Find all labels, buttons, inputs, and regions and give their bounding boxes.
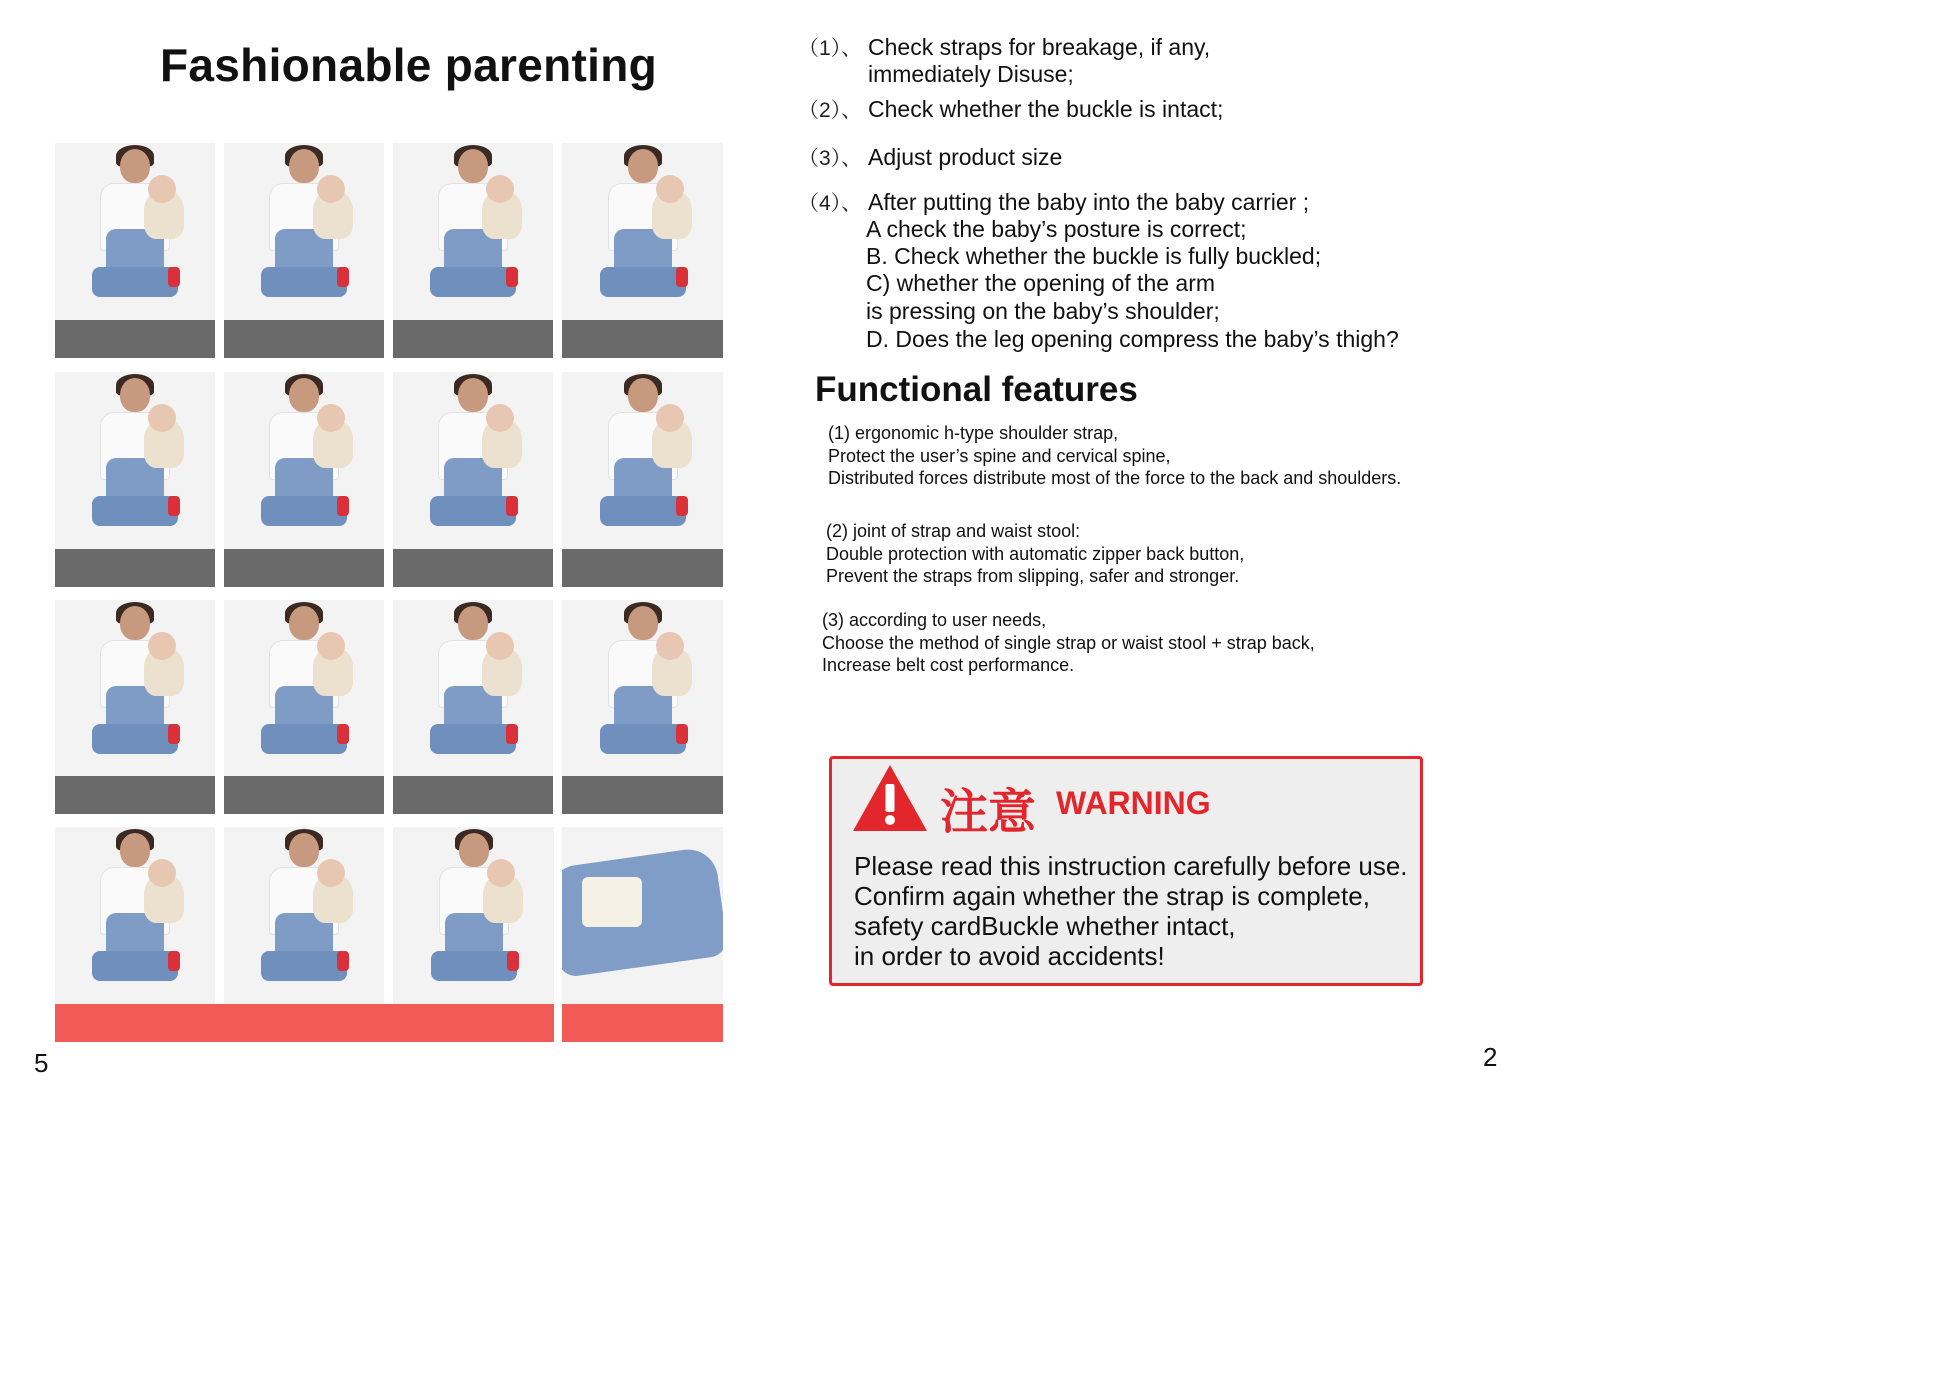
model-head: [628, 149, 658, 183]
carrier-waist-stool: [430, 496, 516, 526]
feature-line: (2) joint of strap and waist stool:: [826, 521, 1081, 541]
baby-head: [317, 404, 345, 432]
photo-floor-band: [224, 776, 384, 814]
photo-stool-cradle: [55, 600, 215, 814]
step-number: （4）、: [798, 192, 863, 215]
warning-chinese-label: 注意: [940, 784, 1037, 840]
baby-head: [486, 175, 514, 203]
bottle-icon: [337, 951, 349, 971]
model-head: [628, 606, 658, 640]
bottle-icon: [506, 724, 518, 744]
model-head: [458, 378, 488, 412]
photo-floor-band: [562, 320, 723, 358]
carrier-waist-stool: [261, 724, 347, 754]
step-text: Adjust product size: [868, 144, 1063, 170]
bottle-icon: [337, 724, 349, 744]
warning-text: [854, 851, 1408, 971]
model-head: [289, 149, 319, 183]
carrier-waist-stool: [92, 496, 178, 526]
feature-line: (1) ergonomic h-type shoulder strap,: [828, 423, 1119, 443]
warning-line: in order to avoid accidents!: [854, 941, 1165, 971]
model-head: [289, 378, 319, 412]
photo-floor-band: [55, 549, 215, 587]
model-head: [289, 833, 319, 867]
bottle-icon: [168, 951, 180, 971]
bottle-icon: [168, 724, 180, 744]
warning-box: [829, 756, 1423, 986]
step-number: （2）、: [798, 99, 863, 122]
step-1: [798, 34, 1211, 87]
feature-line: Distributed forces distribute most of the force to the back and shoulders.: [828, 468, 1402, 488]
photo-hold-side: [562, 143, 723, 358]
feature-2: [826, 520, 1244, 588]
step-number: （3）、: [798, 147, 863, 170]
bottle-icon: [337, 267, 349, 287]
baby-head: [148, 859, 176, 887]
carrier-waist-stool: [430, 724, 516, 754]
step-2: [798, 96, 1224, 124]
warning-label: WARNING: [1056, 785, 1211, 821]
step-4-subitem: C) whether the opening of the arm: [866, 270, 1216, 296]
photo-hold-front-facing: [224, 143, 384, 358]
baby-head: [317, 632, 345, 660]
carrier-waist-stool: [261, 951, 347, 981]
feature-line: Increase belt cost performance.: [822, 655, 1075, 675]
baby-head: [656, 175, 684, 203]
warning-line: safety cardBuckle whether intact,: [854, 911, 1236, 941]
step-4-subitem: D. Does the leg opening compress the baby’s thigh?: [866, 326, 1399, 352]
photo-strap-front-facing: [224, 372, 384, 587]
feature-line: (3) according to user needs,: [822, 610, 1047, 630]
step-3: [798, 144, 1063, 172]
warning-line: Confirm again whether the strap is complete,: [854, 881, 1370, 911]
carrier-waist-stool: [431, 951, 517, 981]
waist-stool-pad: [582, 877, 642, 927]
step-4: [798, 189, 1310, 217]
feature-line: Choose the method of single strap or waist stool + strap back,: [822, 632, 1315, 653]
baby-head: [148, 632, 176, 660]
baby-head: [317, 175, 345, 203]
photo-strap-side-back: [562, 372, 723, 587]
baby-head: [148, 175, 176, 203]
bottle-icon: [506, 267, 518, 287]
step-4-subitem: A check the baby’s posture is correct;: [866, 216, 1247, 242]
warning-triangle-icon: [850, 762, 930, 834]
model-head: [120, 378, 150, 412]
bottle-icon: [168, 267, 180, 287]
photo-floor-band: [55, 320, 215, 358]
photo-stool-front-facing: [224, 600, 384, 814]
photo-strap-cradle: [55, 372, 215, 587]
model-head: [120, 833, 150, 867]
red-floor-strip: [55, 1004, 554, 1042]
carrier-waist-stool: [261, 267, 347, 297]
baby-head: [317, 859, 345, 887]
baby-head: [486, 632, 514, 660]
feature-3: [822, 609, 1315, 677]
model-head: [289, 606, 319, 640]
model-head: [628, 378, 658, 412]
carrier-waist-stool: [92, 267, 178, 297]
bottle-icon: [676, 267, 688, 287]
step-text: After putting the baby into the baby carrier ;: [868, 189, 1310, 215]
baby-head: [656, 632, 684, 660]
baby-head: [487, 859, 515, 887]
carrier-waist-stool: [430, 267, 516, 297]
model-head: [458, 149, 488, 183]
photo-floor-band: [562, 776, 723, 814]
bottle-icon: [337, 496, 349, 516]
step-4-subitem: is pressing on the baby’s shoulder;: [866, 298, 1220, 324]
model-head: [120, 606, 150, 640]
baby-head: [148, 404, 176, 432]
baby-head: [656, 404, 684, 432]
features-heading: Functional features: [815, 370, 1138, 409]
model-head: [120, 149, 150, 183]
step-text: immediately Disuse;: [868, 61, 1074, 87]
photo-floor-band: [562, 1004, 723, 1042]
carrier-waist-stool: [600, 267, 686, 297]
page-number-left: 5: [34, 1048, 49, 1078]
bottle-icon: [676, 496, 688, 516]
step-4-subitem: B. Check whether the buckle is fully buckled;: [866, 243, 1322, 269]
photo-floor-band: [393, 320, 553, 358]
carrier-waist-stool: [92, 724, 178, 754]
carrier-waist-stool: [261, 496, 347, 526]
photo-floor-band: [224, 320, 384, 358]
carrier-waist-stool: [92, 951, 178, 981]
step-text: Check whether the buckle is intact;: [868, 96, 1224, 122]
bottle-icon: [168, 496, 180, 516]
feature-1: [828, 422, 1401, 490]
photo-floor-band: [224, 549, 384, 587]
model-head: [459, 833, 489, 867]
bottle-icon: [676, 724, 688, 744]
warning-line: Please read this instruction carefully before use.: [854, 851, 1408, 881]
baby-head: [486, 404, 514, 432]
step-number: （1）、: [798, 37, 863, 60]
step-text: Check straps for breakage, if any,: [868, 34, 1211, 60]
model-head: [458, 606, 488, 640]
feature-line: Double protection with automatic zipper back button,: [826, 543, 1245, 564]
photo-floor-band: [55, 776, 215, 814]
photo-stool-back: [562, 600, 723, 814]
page-title: Fashionable parenting: [160, 39, 658, 91]
photo-stool-side: [393, 600, 553, 814]
photo-hold-inward-facing: [393, 143, 553, 358]
bottle-icon: [507, 951, 519, 971]
photo-floor-band: [562, 549, 723, 587]
photo-hold-cradle: [55, 143, 215, 358]
feature-line: Prevent the straps from slipping, safer and stronger.: [826, 566, 1240, 586]
photo-floor-band: [393, 776, 553, 814]
carrier-waist-stool: [600, 724, 686, 754]
carrier-waist-stool: [600, 496, 686, 526]
photo-floor-band: [393, 549, 553, 587]
page-number-right: 2: [1483, 1042, 1498, 1072]
photo-strap-back-view: [393, 372, 553, 587]
photo-waist-stool-detail: [562, 827, 723, 1042]
bottle-icon: [506, 496, 518, 516]
feature-line: Protect the user’s spine and cervical spine,: [828, 445, 1171, 466]
